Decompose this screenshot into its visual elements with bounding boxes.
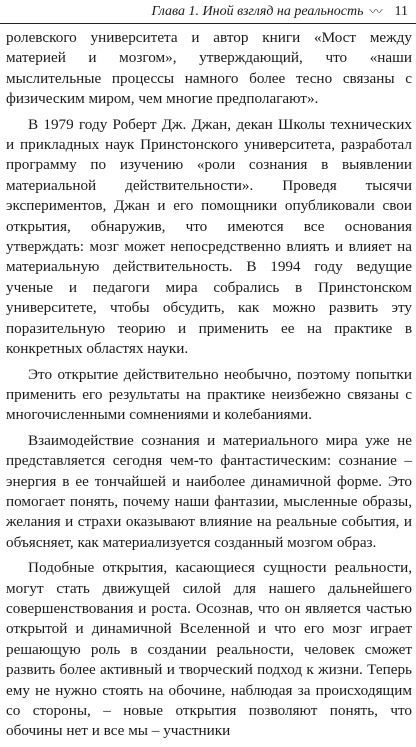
paragraph: В 1979 году Роберт Дж. Джан, декан Школы технических и прикладных наук Принстонского университета, разработал программу по изучению «роли сознания в выявлении материальной действительности». Проведя тысячи экспериментов, Джан и его помощники опубликовали свои открытия, обнаружив, что имеются все основания утверждать: мозг может непосредственно влиять и влияет на материальную действительность. В 1994 году ведущие ученые и педагоги мира собрались в Принстонском университете, чтобы обсудить, как можно развить эту поразительную теорию и применить ее на практике в конкретных областях науки. <box>6 115 412 358</box>
page-number: 11 <box>394 3 408 19</box>
paragraph: Взаимодействие сознания и материального мира уже не представляется сегодня чем-то фантастическим: сознание – энергия в ее тончайшей и наиболее динамичной форме. Это помогает понять, почему наши фантазии, мысленные образы, желания и страхи оказывают влияние на реальные события, и объясняет, как материализуется созданный мозгом образ. <box>6 431 412 551</box>
text-body <box>6 28 412 747</box>
paragraph-continued: ролевского университета и автор книги «Мост между материей и мозгом», утверждающий, что «наши мыслительные процессы намного более тесно связаны с физическим миром, чем многие предполагают». <box>6 29 412 108</box>
paragraph: Это открытие действительно необычно, поэтому попытки применить его результаты на практике неизбежно связаны с многочисленными сомнениями и колебаниями. <box>6 365 412 424</box>
chapter-title: Глава 1. Иной взгляд на реальность <box>151 3 364 19</box>
paragraph: Подобные открытия, касающиеся сущности реальности, могут стать движущей силой для нашего дальнейшего совершенствования и роста. Осознав, что он является частью открытой и динамичной Вселенной и что его мозг играет решающую роль в создании реальности, человек сможет развить более активный и творческий подход к жизни. Теперь ему не нужно стоять на обочине, наблюдая за происходящим со стороны, – новые открытия позволяют понять, что обочины нет и все мы – участники <box>6 559 412 740</box>
running-header <box>0 0 416 24</box>
ornament-icon: 〰 <box>369 3 383 19</box>
